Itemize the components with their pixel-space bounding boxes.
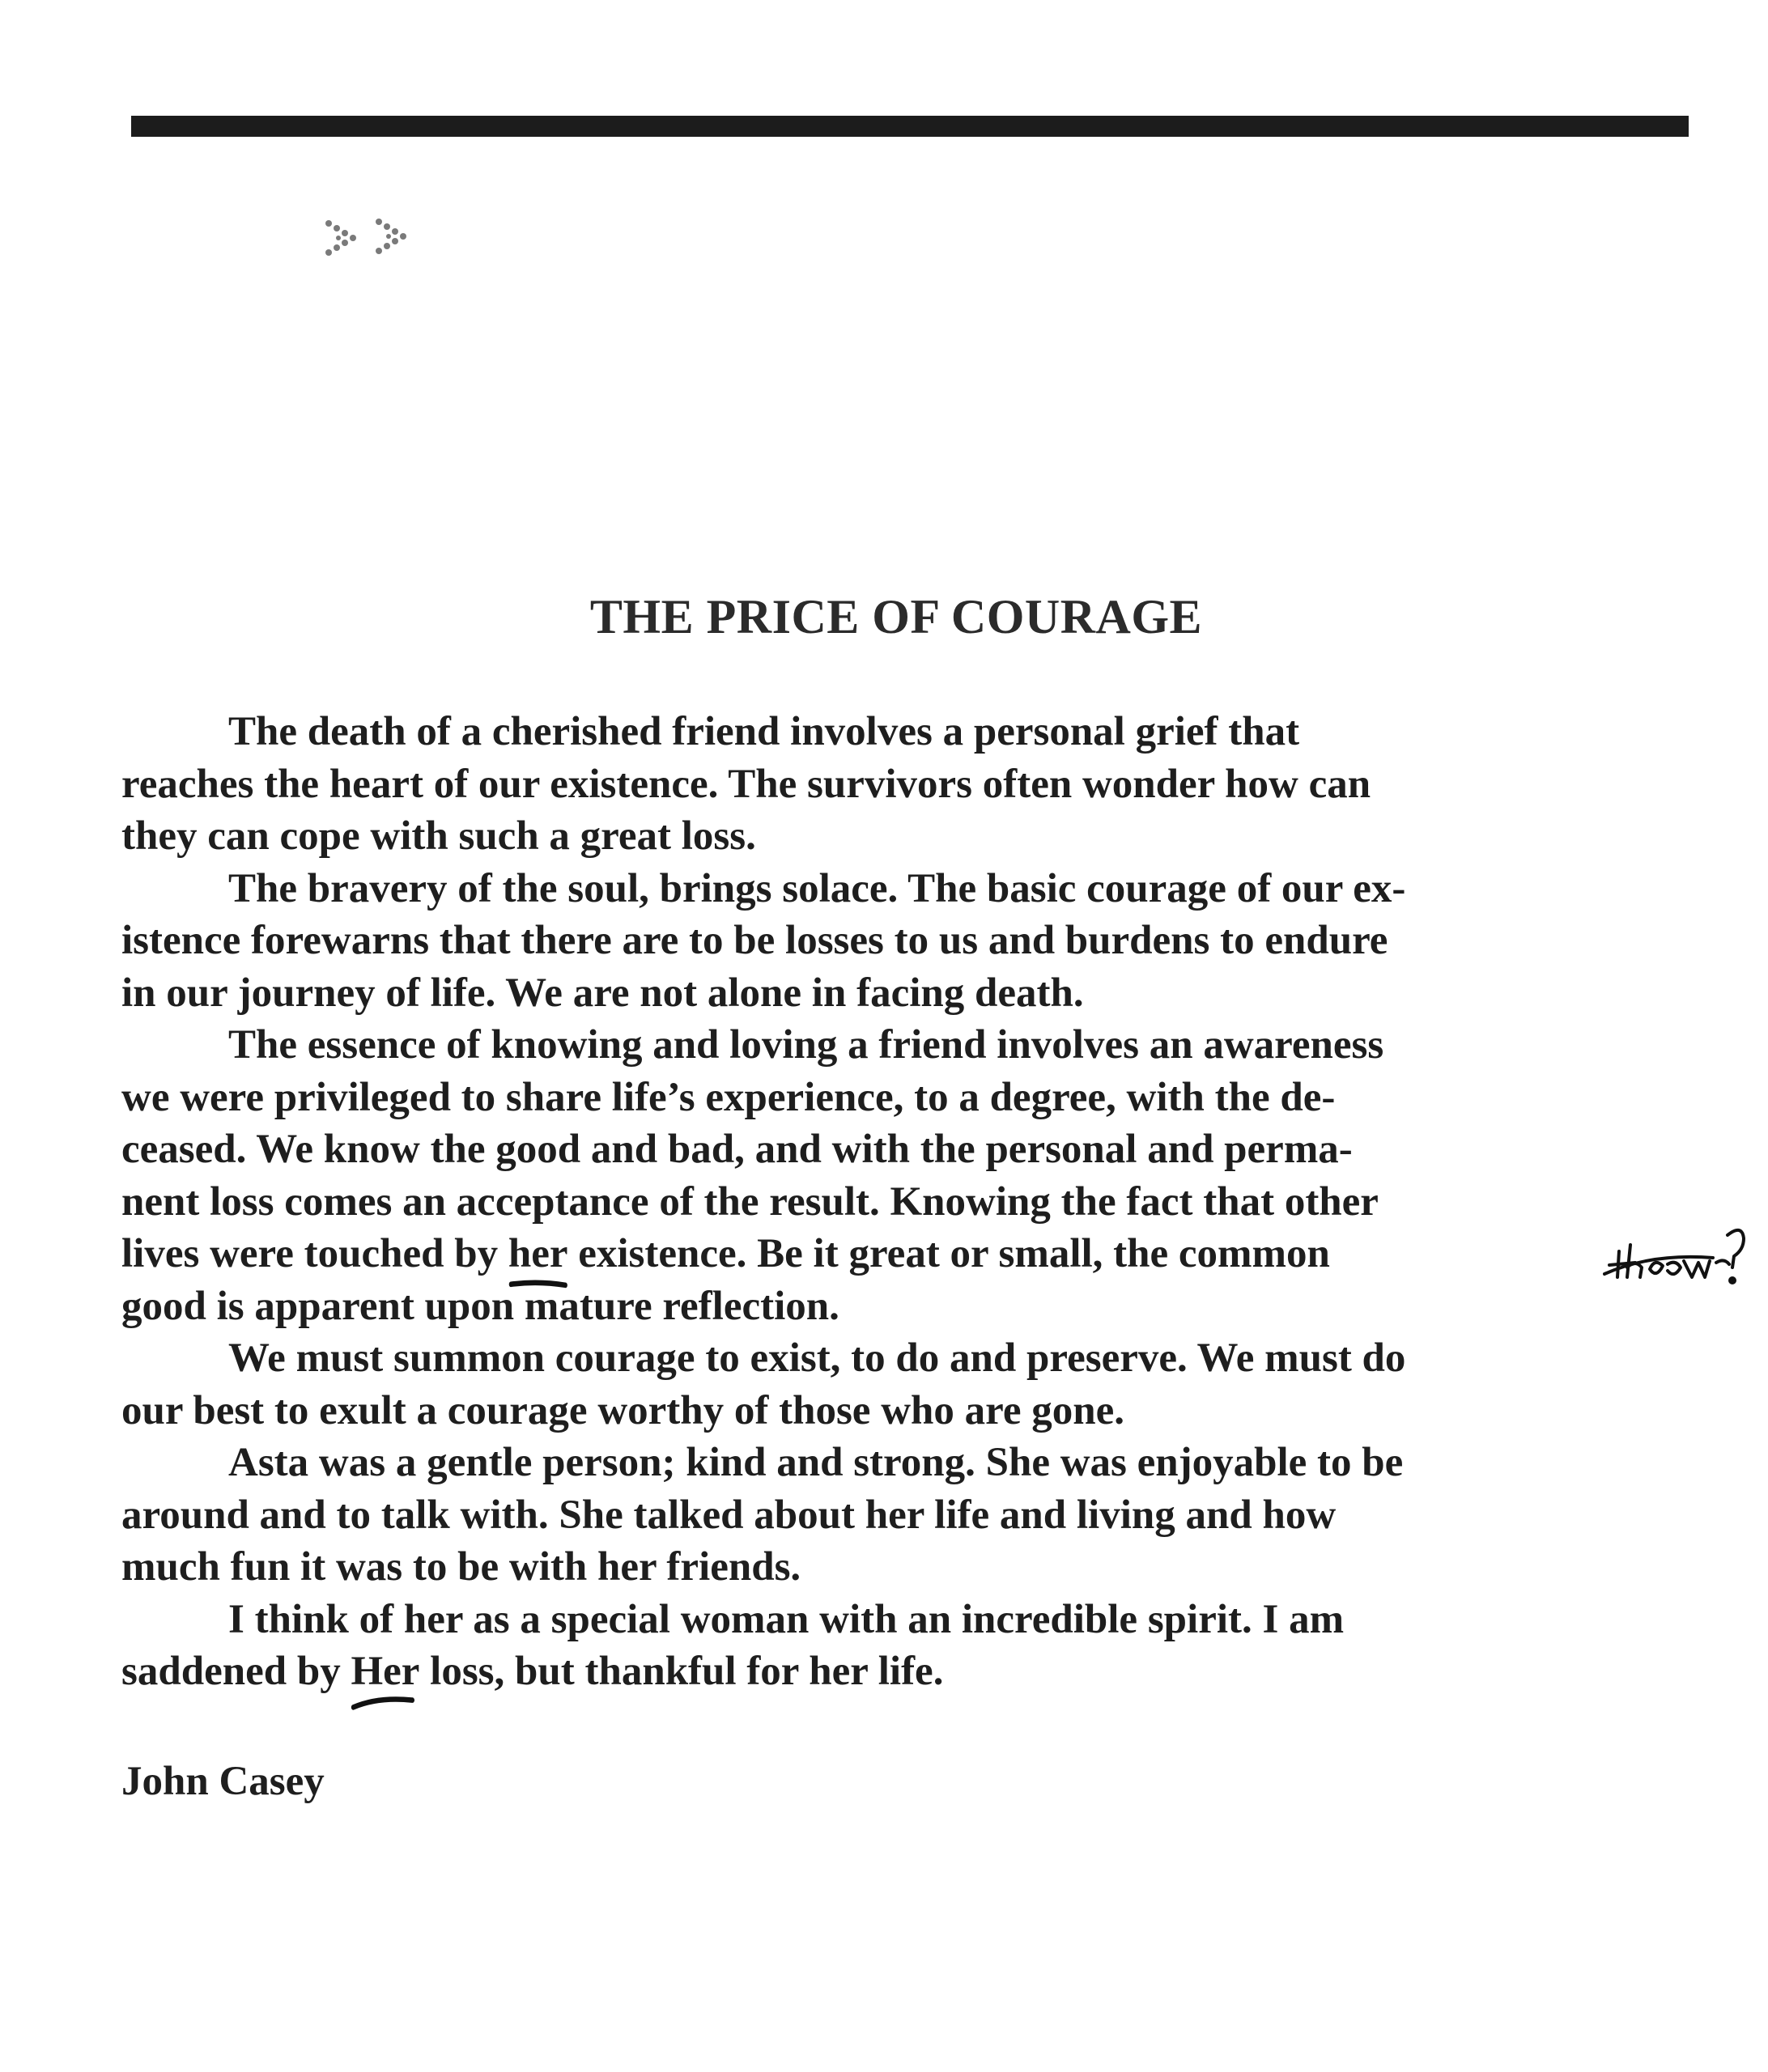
ornament-icon xyxy=(324,219,413,267)
text-line: reaches the heart of our existence. The survivors often wonder how can xyxy=(121,761,1371,807)
document-title: THE PRICE OF COURAGE xyxy=(589,590,1203,643)
text-line: We must summon courage to exist, to do and preserve. We must do xyxy=(228,1335,1406,1381)
text-line: The bravery of the soul, brings solace. The basic courage of our ex- xyxy=(228,865,1406,911)
text-line-with-mark xyxy=(121,1645,1579,1698)
text-segment: saddened by xyxy=(121,1649,351,1694)
underlined-word xyxy=(508,1228,568,1280)
underlined-word xyxy=(351,1645,419,1698)
signature: John Casey xyxy=(121,1759,325,1804)
text-line: good is apparent upon mature reflection. xyxy=(121,1283,839,1329)
text-line: The essence of knowing and loving a friend involves an awareness xyxy=(228,1022,1384,1068)
text-line: ceased. We know the good and bad, and with the personal and perma- xyxy=(121,1127,1353,1172)
text-line: The death of a cherished friend involves a personal grief that xyxy=(228,709,1300,754)
underlined-word-text: Her xyxy=(351,1649,420,1694)
text-segment: existence. Be it great or small, the common xyxy=(567,1231,1330,1276)
text-line: Asta was a gentle person; kind and strong. She was enjoyable to be xyxy=(228,1440,1404,1485)
text-segment: lives were touched by xyxy=(121,1231,508,1276)
hand-underline-icon xyxy=(351,1695,419,1713)
text-line-with-mark xyxy=(121,1228,1579,1280)
text-line: we were privileged to share life’s experience, to a degree, with the de- xyxy=(121,1074,1336,1120)
text-line: they can cope with such a great loss. xyxy=(121,813,756,859)
text-line: nent loss comes an acceptance of the result. Knowing the fact that other xyxy=(121,1178,1379,1225)
underlined-word-text: her xyxy=(508,1231,568,1276)
text-line: around and to talk with. She talked about her life and living and how xyxy=(121,1492,1337,1538)
text-line: in our journey of life. We are not alone in facing death. xyxy=(121,970,1084,1016)
handwritten-margin-note-icon xyxy=(1603,1221,1749,1293)
text-line: our best to exult a courage worthy of those who are gone. xyxy=(121,1387,1124,1433)
hand-underline-icon xyxy=(508,1277,568,1295)
text-line: istence forewarns that there are to be losses to us and burdens to endure xyxy=(121,918,1388,963)
top-rule xyxy=(131,116,1689,137)
document-body xyxy=(121,706,1579,1698)
text-segment: loss, but thankful for her life. xyxy=(419,1649,944,1694)
text-line: much fun it was to be with her friends. xyxy=(121,1544,801,1590)
text-line: I think of her as a special woman with an incredible spirit. I am xyxy=(228,1596,1345,1642)
